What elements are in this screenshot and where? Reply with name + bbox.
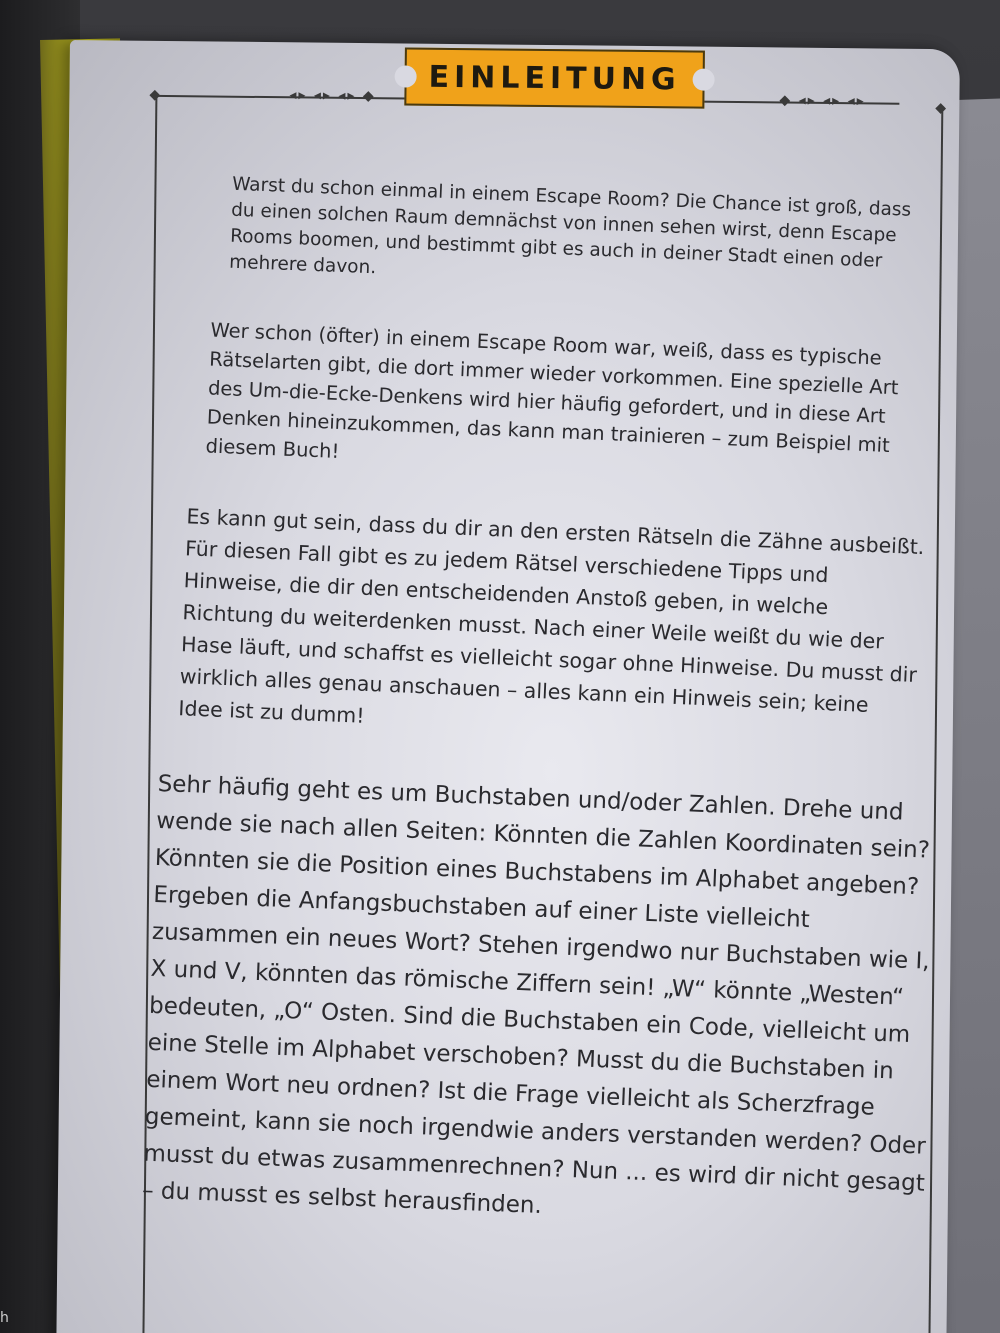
frame-right-line bbox=[928, 109, 943, 1333]
banner-notch bbox=[693, 69, 715, 91]
frame-corner-ornament-icon: ◆ bbox=[149, 86, 161, 103]
paragraph: Wer schon (öfter) in einem Escape Room war, weiß, dass es typische Rätselarten gibt, die dort immer wieder vorkommen. Eine spezielle Art des Um-die-Ecke-Denkens wird hier häufig gefordert, und in diese Art Denken hineinzukommen, das kann man trainieren – zum Beispiel mit diesem Buch! bbox=[205, 318, 899, 463]
paragraph: Es kann gut sein, dass du dir an den ersten Rätseln die Zähne ausbeißt. Für diesen Fall gibt es zu jedem Rätsel verschiedene Tipps und Hinweise, die dir den entscheidenden Anstoß geben, in welche Richtung du weiterdenken musst. Nach einer Weile weißt du wie der Hase läuft, und schaffst es vielleicht sogar ohne Hinweise. Du musst dir wirklich alles genau anschauen – alles kann ein Hinweis sein; keine Idee ist zu dumm! bbox=[177, 504, 925, 728]
chapter-title: EINLEITUNG bbox=[428, 59, 681, 97]
paragraph: Warst du schon einmal in einem Escape Room? Die Chance ist groß, dass du einen solchen Raum demnächst von innen sehen wirst, denn Escape Rooms boomen, und bestimmt gibt es auch in deiner Stadt einen oder mehrere davon. bbox=[228, 173, 912, 279]
paragraph: Sehr häufig geht es um Buchstaben und/oder Zahlen. Drehe und wende sie nach allen Seiten: Könnten die Zahlen Koordinaten sein? Könnten sie die Position eines Buchstabens im Alphabet angeben? Ergeben die Anfangsbuchstaben auf einer Liste vielleicht zusammen ein neues Wort? Stehen irgendwo nur Buchstaben wie I, X und V, könnten das römische Ziffern sein! „W“ könnte „Westen“ bedeuten, „O“ Osten. Sind die Buchstaben ein Code, vielleicht um eine Stelle im Alphabet verschoben? Musst du die Buchstaben in einem Wort neu ordnen? Ist die Frage vielleicht als Scherzfrage gemeint, kann sie noch irgendwie anders verstanden werden? Oder musst du etwas zusammenrechnen? Nun ... es wird dir nicht gesagt – du musst es selbst herausfinden. bbox=[141, 770, 931, 1219]
chapter-banner bbox=[404, 48, 705, 109]
book-page bbox=[56, 40, 960, 1333]
banner-notch bbox=[395, 65, 417, 87]
edge-letter: h bbox=[0, 1310, 9, 1326]
frame-ornament-icon: ◆ ◂▸ ◂▸ ◂▸ bbox=[779, 92, 866, 110]
frame-corner-ornament-icon: ◆ bbox=[935, 100, 947, 117]
frame-ornament-icon: ◂▸ ◂▸ ◂▸ ◆ bbox=[289, 87, 376, 105]
page-text bbox=[141, 171, 931, 1219]
